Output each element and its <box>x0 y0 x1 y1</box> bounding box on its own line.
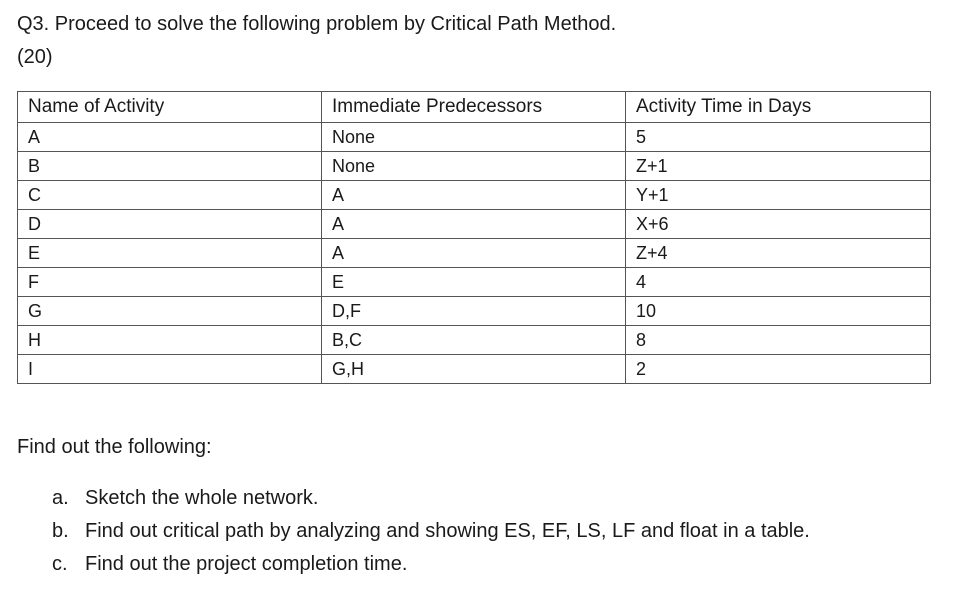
activity-time-cell: 2 <box>626 355 931 384</box>
activity-time-cell: 8 <box>626 326 931 355</box>
predecessors-cell: G,H <box>322 355 626 384</box>
predecessors-cell: A <box>322 239 626 268</box>
activity-name-cell: A <box>18 123 322 152</box>
activity-time-cell: Z+1 <box>626 152 931 181</box>
activity-time-cell: 4 <box>626 268 931 297</box>
predecessors-cell: D,F <box>322 297 626 326</box>
instructions-heading: Find out the following: <box>17 436 212 458</box>
predecessors-cell: B,C <box>322 326 626 355</box>
activity-name-cell: D <box>18 210 322 239</box>
table-row <box>18 210 931 239</box>
table-row <box>18 297 931 326</box>
header-activity-time: Activity Time in Days <box>626 92 931 123</box>
activity-name-cell: H <box>18 326 322 355</box>
table-row <box>18 123 931 152</box>
activity-name-cell: E <box>18 239 322 268</box>
activity-name-cell: G <box>18 297 322 326</box>
activity-table <box>17 91 931 384</box>
question-marks: (20) <box>17 46 53 68</box>
list-marker: a. <box>52 487 69 509</box>
table-row <box>18 239 931 268</box>
list-marker: c. <box>52 553 68 575</box>
table-row <box>18 268 931 297</box>
activity-name-cell: F <box>18 268 322 297</box>
table-row <box>18 326 931 355</box>
activity-time-cell: Z+4 <box>626 239 931 268</box>
predecessors-cell: A <box>322 181 626 210</box>
list-item-text: Sketch the whole network. <box>85 487 319 509</box>
list-marker: b. <box>52 520 69 542</box>
predecessors-cell: None <box>322 152 626 181</box>
question-title: Q3. Proceed to solve the following problem by Critical Path Method. <box>17 13 617 35</box>
list-item-text: Find out critical path by analyzing and showing ES, EF, LS, LF and float in a table. <box>85 520 810 542</box>
predecessors-cell: A <box>322 210 626 239</box>
activity-name-cell: C <box>18 181 322 210</box>
header-predecessors: Immediate Predecessors <box>322 92 626 123</box>
list-item-text: Find out the project completion time. <box>85 553 408 575</box>
list-item <box>52 517 810 550</box>
activity-name-cell: I <box>18 355 322 384</box>
table-row <box>18 181 931 210</box>
activity-time-cell: 5 <box>626 123 931 152</box>
table-header-row <box>18 92 931 123</box>
activity-name-cell: B <box>18 152 322 181</box>
list-item <box>52 550 810 583</box>
activity-time-cell: X+6 <box>626 210 931 239</box>
list-item <box>52 484 810 517</box>
predecessors-cell: None <box>322 123 626 152</box>
table-row <box>18 152 931 181</box>
task-list <box>52 484 810 583</box>
table-row <box>18 355 931 384</box>
activity-time-cell: 10 <box>626 297 931 326</box>
header-activity-name: Name of Activity <box>18 92 322 123</box>
predecessors-cell: E <box>322 268 626 297</box>
activity-time-cell: Y+1 <box>626 181 931 210</box>
